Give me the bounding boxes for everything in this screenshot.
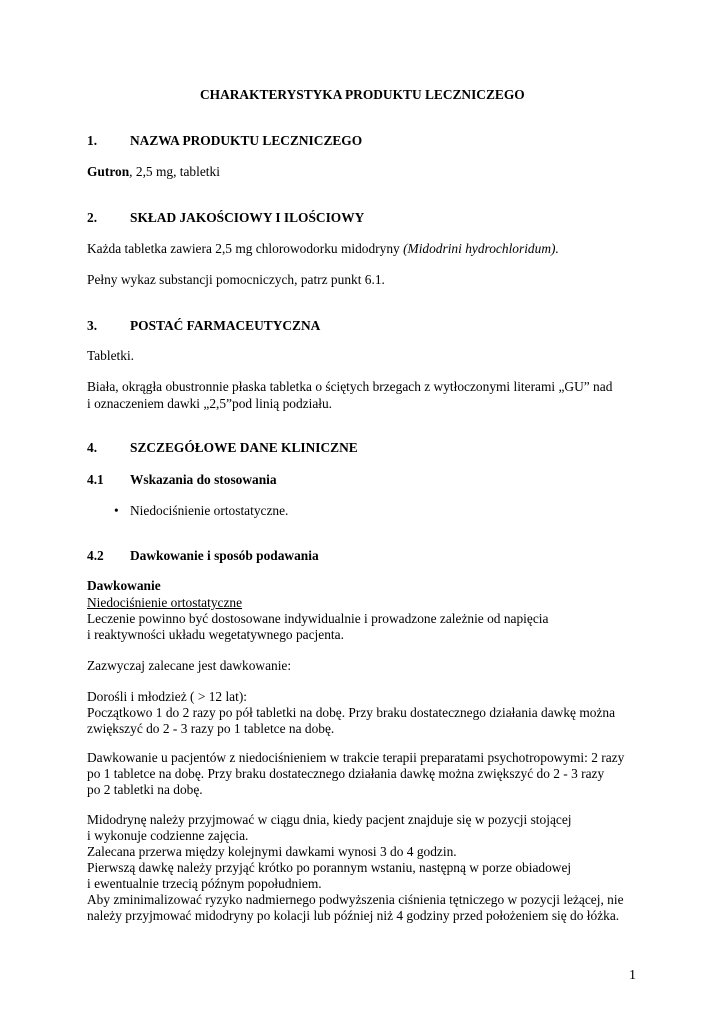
- dosage-line: i ewentualnie trzecią późnym popołudniem.: [87, 876, 322, 891]
- bullet-icon: •: [114, 503, 119, 518]
- product-strength: , 2,5 mg, tabletki: [129, 164, 220, 179]
- section-1-number: 1.: [87, 133, 98, 148]
- dosage-line: Początkowo 1 do 2 razy po pół tabletki na dobę. Przy braku dostatecznego działania dawkę można: [87, 705, 616, 720]
- section-4-1-heading: Wskazania do stosowania: [130, 472, 277, 487]
- page-number: 1: [629, 968, 636, 983]
- form-text: Tabletki.: [87, 348, 135, 363]
- form-description-line-1: Biała, okrągła obustronnie płaska tabletka o ściętych brzegach z wytłoczonymi literami „GU” nad: [87, 379, 613, 394]
- dosage-line: Dorośli i młodzież ( > 12 lat):: [87, 689, 248, 704]
- product-brand: Gutron: [87, 164, 130, 179]
- section-4-1-number: 4.1: [87, 472, 104, 487]
- section-4-heading: SZCZEGÓŁOWE DANE KLINICZNE: [130, 440, 358, 455]
- section-2-number: 2.: [87, 210, 98, 225]
- composition-latin: (Midodrini hydrochloridum).: [403, 241, 559, 256]
- dosage-line: i reaktywności układu wegetatywnego pacjenta.: [87, 627, 344, 642]
- excipients-text: Pełny wykaz substancji pomocniczych, patrz punkt 6.1.: [87, 272, 385, 287]
- section-3-heading: POSTAĆ FARMACEUTYCZNA: [130, 318, 321, 333]
- document-title: CHARAKTERYSTYKA PRODUKTU LECZNICZEGO: [200, 87, 525, 102]
- dosage-line: po 2 tabletki na dobę.: [87, 782, 203, 797]
- section-4-number: 4.: [87, 440, 98, 455]
- dosage-line: po 1 tabletce na dobę. Przy braku dostatecznego działania dawkę można zwiększyć do 2 - 3 razy: [87, 766, 605, 781]
- dosage-underlined-heading: Niedociśnienie ortostatyczne: [87, 595, 243, 610]
- dosage-line: Zalecana przerwa między kolejnymi dawkami wynosi 3 do 4 godzin.: [87, 844, 457, 859]
- composition-text: [87, 240, 559, 257]
- product-name: [87, 163, 220, 180]
- dosage-line: zwiększyć do 2 - 3 razy po 1 tabletce na dobę.: [87, 721, 335, 736]
- dosage-line: Dawkowanie u pacjentów z niedociśnieniem w trakcie terapii preparatami psychotropowymi: 2 razy: [87, 750, 625, 765]
- dosage-line: Aby zminimalizować ryzyko nadmiernego podwyższenia ciśnienia tętniczego w pozycji leżącej, nie: [87, 892, 624, 907]
- section-2-heading: SKŁAD JAKOŚCIOWY I ILOŚCIOWY: [130, 210, 365, 225]
- indication-item: Niedociśnienie ortostatyczne.: [130, 503, 289, 518]
- section-1-heading: NAZWA PRODUKTU LECZNICZEGO: [130, 133, 363, 148]
- section-4-2-heading: Dawkowanie i sposób podawania: [130, 548, 319, 563]
- dosage-subheading: Dawkowanie: [87, 578, 161, 593]
- dosage-line: Pierwszą dawkę należy przyjąć krótko po porannym wstaniu, następną w porze obiadowej: [87, 860, 572, 875]
- form-description-line-2: i oznaczeniem dawki „2,5”pod linią podziału.: [87, 396, 333, 411]
- dosage-line: Zazwyczaj zalecane jest dawkowanie:: [87, 658, 292, 673]
- section-4-2-number: 4.2: [87, 548, 104, 563]
- dosage-line: Leczenie powinno być dostosowane indywidualnie i prowadzone zależnie od napięcia: [87, 611, 549, 626]
- composition-main: Każda tabletka zawiera 2,5 mg chlorowodorku midodryny: [87, 241, 404, 256]
- section-3-number: 3.: [87, 318, 98, 333]
- dosage-line: należy przyjmować midodryny po kolacji lub później niż 4 godziny przed położeniem się do łóżka.: [87, 908, 620, 923]
- dosage-line: i wykonuje codzienne zajęcia.: [87, 828, 249, 843]
- dosage-line: Midodrynę należy przyjmować w ciągu dnia, kiedy pacjent znajduje się w pozycji stojącej: [87, 812, 572, 827]
